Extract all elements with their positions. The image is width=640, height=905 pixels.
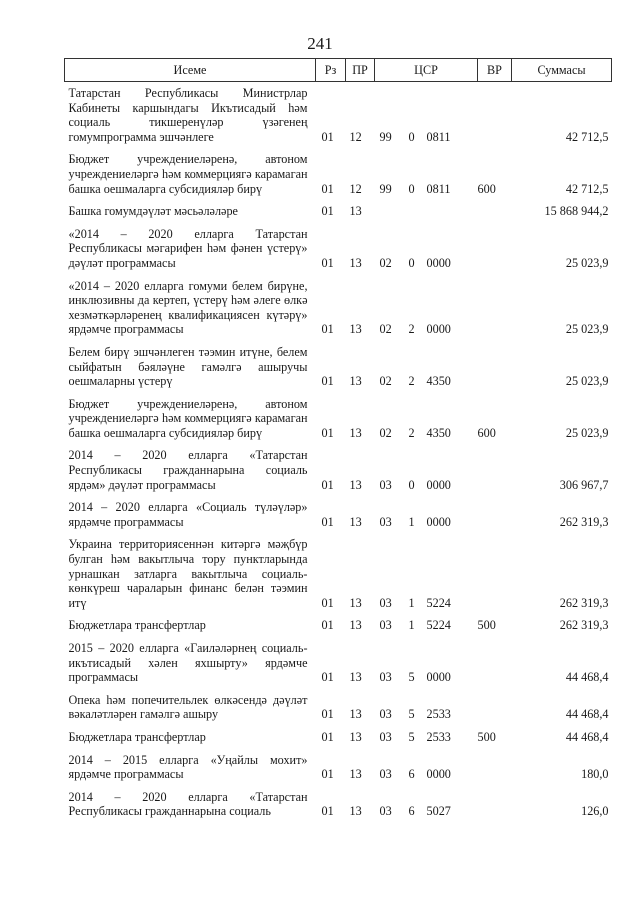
row-rz: 01	[321, 129, 334, 144]
row-csr-program: 02	[379, 255, 392, 270]
row-csr-program	[375, 200, 402, 223]
row-sum: 25 023,9	[565, 425, 609, 440]
row-csr-direction: 2533	[426, 729, 451, 744]
row-csr-program: 03	[379, 804, 392, 819]
table-row	[65, 614, 612, 637]
row-csr-direction: 2533	[426, 707, 451, 722]
row-csr-direction: 4350	[426, 374, 451, 389]
row-rz: 01	[321, 255, 334, 270]
row-sum: 262 319,3	[559, 595, 609, 610]
row-pr: 13	[349, 670, 362, 685]
row-csr-direction: 0811	[426, 129, 451, 144]
row-name: Бюджетлара трансфертлар	[68, 618, 206, 633]
row-rz: 01	[321, 707, 334, 722]
row-vr	[478, 496, 512, 533]
row-csr-subprogram: 2	[408, 425, 415, 440]
row-vr	[478, 341, 512, 393]
row-csr-subprogram: 1	[408, 595, 415, 610]
header-vr: ВР	[478, 59, 512, 82]
row-csr-direction: 0000	[426, 514, 451, 529]
header-rz: Рз	[316, 59, 346, 82]
row-csr-subprogram: 6	[408, 767, 415, 782]
row-sum: 306 967,7	[559, 477, 609, 492]
row-pr: 13	[349, 729, 362, 744]
row-csr-subprogram: 6	[408, 804, 415, 819]
row-rz: 01	[321, 477, 334, 492]
row-name: Бюджет учреждениеләренә, автоном учреждениеләргә һәм коммерциягә карамаган башка оешмаларга субсидияләр бирү	[68, 396, 308, 440]
row-name: Опека һәм попечительлек өлкәсендә дәүләт вәкаләтләрен гамәлгә ашыру	[68, 692, 308, 722]
header-pr: ПР	[346, 59, 375, 82]
row-name: «2014 – 2020 елларга гомуми белем бирүне, инклюзивны да кертеп, үстерү һәм әлеге өлкә хезмәткәрләренең квалификациясен күтәрү» ярдәмче программасы	[68, 278, 308, 337]
page-number: 241	[307, 34, 333, 53]
row-csr-subprogram: 5	[408, 707, 415, 722]
table-header-row	[65, 59, 612, 82]
row-pr: 13	[349, 322, 362, 337]
row-csr-direction: 0000	[426, 255, 451, 270]
row-csr-program: 03	[379, 670, 392, 685]
row-sum: 262 319,3	[559, 514, 609, 529]
row-sum: 42 712,5	[565, 129, 609, 144]
row-rz: 01	[321, 595, 334, 610]
row-sum: 25 023,9	[565, 374, 609, 389]
row-csr-subprogram: 5	[408, 670, 415, 685]
row-csr-direction: 0000	[426, 767, 451, 782]
row-name: Бюджетлара трансфертлар	[68, 729, 206, 744]
table-row	[65, 726, 612, 749]
budget-table	[64, 58, 612, 823]
row-sum: 262 319,3	[559, 618, 609, 633]
row-vr	[478, 637, 512, 689]
header-name: Исеме	[65, 59, 316, 82]
row-csr-direction: 0000	[426, 670, 451, 685]
row-rz: 01	[321, 204, 334, 219]
header-csr: ЦСР	[375, 59, 478, 82]
row-pr: 13	[349, 425, 362, 440]
row-sum: 15 868 944,2	[544, 204, 609, 219]
table-row	[65, 341, 612, 393]
table-row	[65, 637, 612, 689]
row-rz: 01	[321, 514, 334, 529]
row-csr-program: 02	[379, 374, 392, 389]
row-pr: 13	[349, 255, 362, 270]
row-csr-program: 03	[379, 729, 392, 744]
row-csr-program: 03	[379, 477, 392, 492]
row-vr	[478, 200, 512, 223]
row-csr-subprogram: 5	[408, 729, 415, 744]
row-sum: 44 468,4	[565, 670, 609, 685]
row-sum: 25 023,9	[565, 255, 609, 270]
row-vr	[478, 82, 512, 149]
row-vr	[478, 444, 512, 496]
row-name: 2014 – 2015 елларга «Уңайлы мохит» ярдәмче программасы	[68, 752, 308, 782]
row-csr-subprogram: 0	[408, 255, 415, 270]
row-pr: 13	[349, 477, 362, 492]
row-vr	[478, 223, 512, 275]
row-csr-program: 02	[379, 425, 392, 440]
row-csr-direction	[425, 200, 478, 223]
row-csr-program: 03	[379, 514, 392, 529]
row-csr-subprogram: 1	[408, 618, 415, 633]
row-name: Татарстан Республикасы Министрлар Кабинеты каршындагы Икътисадый һәм социаль тикшеренүләр үзәгенең гомумпрограмма эшчәнлеге	[68, 86, 308, 144]
row-vr: 600	[477, 425, 496, 440]
row-csr-program: 03	[379, 595, 392, 610]
table-row	[65, 496, 612, 533]
row-vr	[478, 275, 512, 341]
row-pr: 13	[349, 707, 362, 722]
table-row	[65, 200, 612, 223]
row-csr-direction: 5027	[426, 804, 451, 819]
row-sum: 44 468,4	[565, 707, 609, 722]
row-csr-program: 03	[379, 707, 392, 722]
table-row	[65, 749, 612, 786]
row-csr-direction: 0811	[426, 181, 451, 196]
row-rz: 01	[321, 181, 334, 196]
row-name: «2014 – 2020 елларга Татарстан Республикасы мәгарифен һәм фәнен үстерү» дәүләт программасы	[68, 226, 308, 270]
row-rz: 01	[321, 670, 334, 685]
row-name: 2015 – 2020 елларга «Гаиләләрнең социаль-икътисадый хәлен яхшырту» ярдәмче программасы	[68, 641, 308, 685]
row-vr: 500	[477, 618, 496, 633]
row-vr	[478, 786, 512, 823]
row-csr-program: 99	[379, 129, 392, 144]
row-rz: 01	[321, 618, 334, 633]
row-rz: 01	[321, 804, 334, 819]
row-csr-direction: 5224	[426, 618, 451, 633]
row-name: Башка гомумдәүләт мәсьәләләре	[68, 204, 238, 219]
table-row	[65, 689, 612, 726]
table-row	[65, 223, 612, 275]
row-csr-subprogram: 0	[408, 181, 415, 196]
table-row	[65, 82, 612, 149]
row-pr: 13	[349, 374, 362, 389]
row-sum: 25 023,9	[565, 322, 609, 337]
row-pr: 13	[349, 804, 362, 819]
table-row	[65, 393, 612, 445]
row-pr: 12	[349, 181, 362, 196]
row-csr-subprogram: 0	[408, 129, 415, 144]
table-row	[65, 786, 612, 823]
row-vr	[478, 533, 512, 614]
row-sum: 42 712,5	[565, 181, 609, 196]
row-pr: 13	[349, 514, 362, 529]
row-name: 2014 – 2020 елларга «Татарстан Республикасы гражданнарына социаль ярдәм» дәүләт программасы	[68, 448, 308, 492]
row-vr: 600	[477, 181, 496, 196]
table-row	[65, 148, 612, 200]
row-csr-subprogram: 1	[408, 514, 415, 529]
row-rz: 01	[321, 425, 334, 440]
row-name: Украина территориясеннән китәргә мәҗбүр булган һәм вакытлыча тору пунктларында урнашкан затларга вакытлыча социаль-көнкүреш чараларын финанс белән тәэмин итү	[68, 537, 308, 610]
row-csr-direction: 5224	[426, 595, 451, 610]
row-pr: 13	[349, 767, 362, 782]
row-csr-subprogram: 2	[408, 322, 415, 337]
row-csr-subprogram: 0	[408, 477, 415, 492]
row-rz: 01	[321, 322, 334, 337]
row-csr-program: 03	[379, 767, 392, 782]
row-pr: 13	[349, 618, 362, 633]
row-csr-direction: 0000	[426, 477, 451, 492]
row-name: 2014 – 2020 елларга «Татарстан Республикасы гражданнарына социаль	[68, 789, 308, 819]
row-rz: 01	[321, 729, 334, 744]
table-row	[65, 533, 612, 614]
row-vr: 500	[477, 729, 496, 744]
row-pr: 13	[349, 204, 362, 219]
table-row	[65, 444, 612, 496]
table-row	[65, 275, 612, 341]
row-vr	[478, 689, 512, 726]
row-csr-direction: 0000	[426, 322, 451, 337]
row-csr-program: 02	[379, 322, 392, 337]
row-sum: 44 468,4	[565, 729, 609, 744]
row-csr-direction: 4350	[426, 425, 451, 440]
table-body	[65, 82, 612, 823]
row-name: Белем бирү эшчәнлеген тәэмин итүне, белем сыйфатын бәяләүне гамәлгә ашыручы оешмаларны үстерү	[68, 344, 308, 389]
row-pr: 12	[349, 129, 362, 144]
row-rz: 01	[321, 374, 334, 389]
row-csr-program: 99	[379, 181, 392, 196]
row-sum: 126,0	[581, 804, 609, 819]
row-pr: 13	[349, 595, 362, 610]
row-rz: 01	[321, 767, 334, 782]
row-sum: 180,0	[581, 767, 609, 782]
row-csr-subprogram	[402, 200, 425, 223]
row-name: 2014 – 2020 елларга «Социаль түләүләр» ярдәмче программасы	[68, 500, 308, 529]
row-csr-program: 03	[379, 618, 392, 633]
row-vr	[478, 749, 512, 786]
row-csr-subprogram: 2	[408, 374, 415, 389]
header-sum: Суммасы	[512, 59, 612, 82]
row-name: Бюджет учреждениеләренә, автоном учреждениеләргә һәм коммерциягә карамаган башка оешмаларга субсидияләр бирү	[68, 152, 308, 196]
